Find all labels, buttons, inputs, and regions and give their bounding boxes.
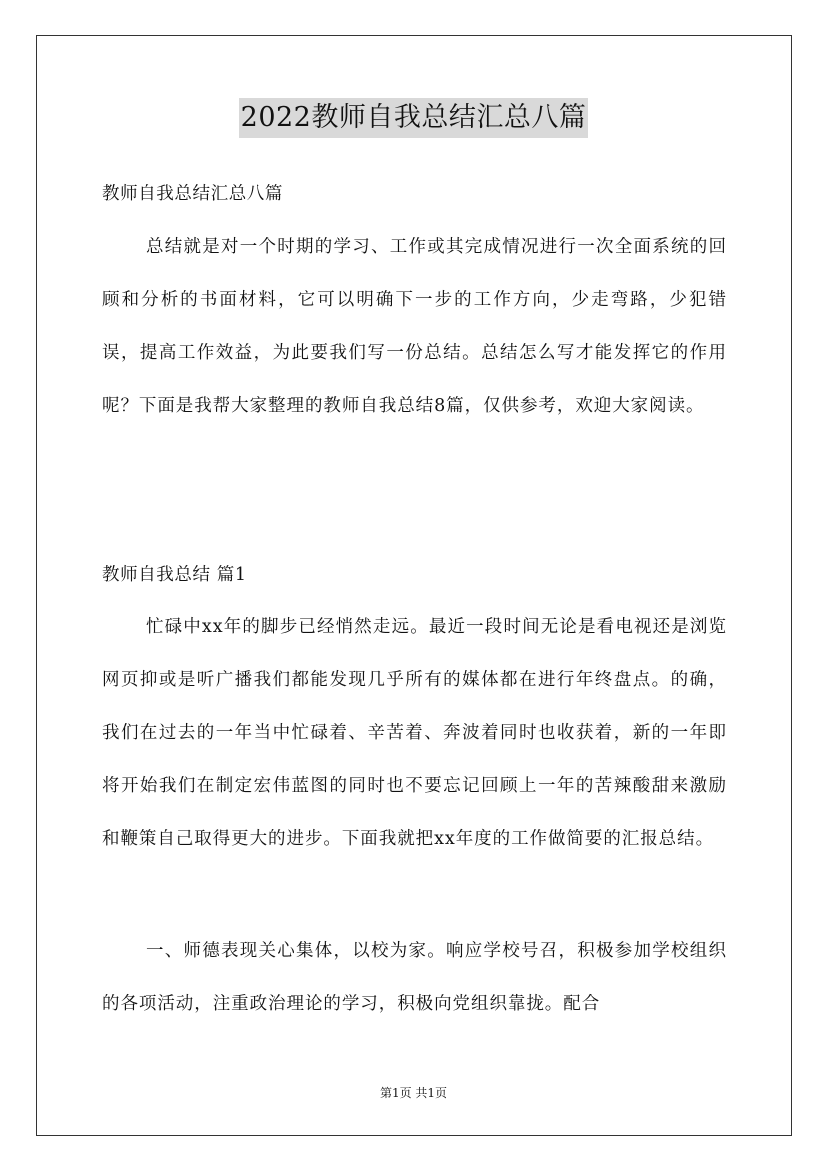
section-heading: 教师自我总结 篇1 xyxy=(102,565,247,585)
document-title: 2022教师自我总结汇总八篇 xyxy=(239,98,589,138)
section1-paragraph-2: 一、师德表现关心集体，以校为家。响应学校号召，积极参加学校组织的各项活动，注重政治理论的学习，积极向党组织靠拢。配合 xyxy=(102,941,727,1014)
document-subtitle: 教师自我总结汇总八篇 xyxy=(102,184,283,204)
page-footer: 第1页 共1页 xyxy=(379,1086,448,1100)
section1-paragraph-1: 忙碌中xx年的脚步已经悄然走远。最近一段时间无论是看电视还是浏览网页抑或是听广播我们都能发现几乎所有的媒体都在进行年终盘点。的确，我们在过去的一年当中忙碌着、辛苦着、奔波着同时也收获着，新的一年即将开始我们在制定宏伟蓝图的同时也不要忘记回顾上一年的苦辣酸甜来激励和鞭策自己取得更大的进步。下面我就把xx年度的工作做简要的汇报总结。 xyxy=(102,617,727,849)
intro-paragraph: 总结就是对一个时期的学习、工作或其完成情况进行一次全面系统的回顾和分析的书面材料，它可以明确下一步的工作方向，少走弯路，少犯错误，提高工作效益，为此要我们写一份总结。总结怎么写才能发挥它的作用呢？下面是我帮大家整理的教师自我总结8篇，仅供参考，欢迎大家阅读。 xyxy=(102,237,727,416)
